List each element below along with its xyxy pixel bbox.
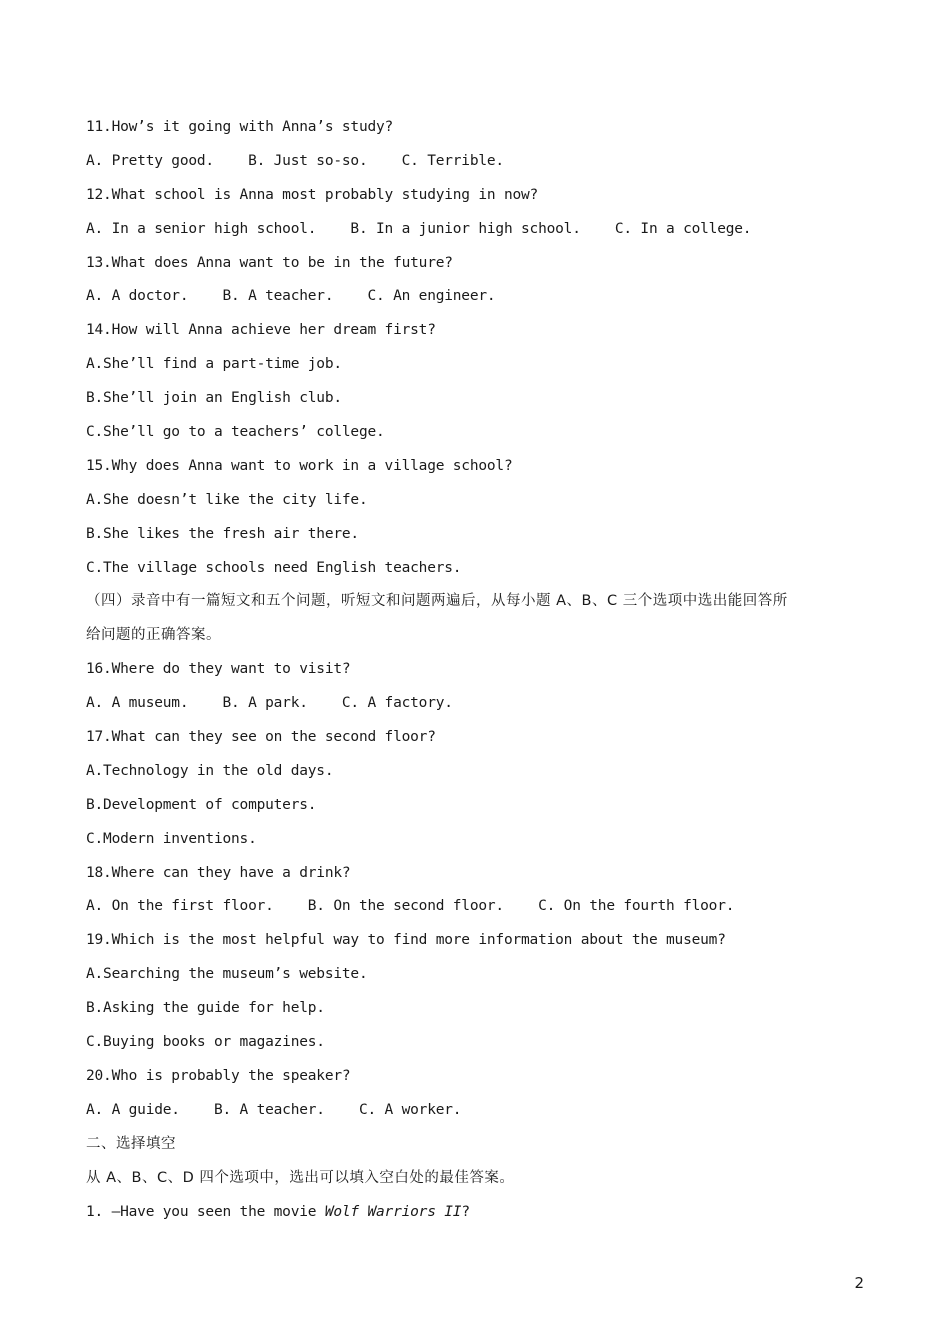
document-body [86,114,876,1232]
question-18: 18.Where can they have a drink? [86,864,351,881]
question-13: 13.What does Anna want to be in the future? [86,254,453,271]
question-15-option-a: A.She doesn’t like the city life. [86,491,368,508]
question-12-options: A. In a senior high school. B. In a junior high school. C. In a college. [86,220,752,237]
fill-question-1-suffix: ? [461,1203,470,1220]
section-2-instructions: 从 A、B、C、D 四个选项中，选出可以填入空白处的最佳答案。 [86,1169,515,1186]
question-19-option-c: C.Buying books or magazines. [86,1034,325,1051]
movie-title: Wolf Warriors II [324,1203,462,1220]
question-20: 20.Who is probably the speaker? [86,1067,351,1084]
question-15-option-c: C.The village schools need English teachers. [86,559,462,576]
question-15-option-b: B.She likes the fresh air there. [86,525,359,542]
question-14-option-a: A.She’ll find a part-time job. [86,356,342,373]
question-15: 15.Why does Anna want to work in a village school? [86,457,513,474]
question-19: 19.Which is the most helpful way to find more information about the museum? [86,932,726,949]
fill-question-1 [86,1199,876,1233]
question-20-options: A. A guide. B. A teacher. C. A worker. [86,1101,462,1118]
question-11: 11.How’s it going with Anna’s study? [86,119,394,135]
question-17-option-c: C.Modern inventions. [86,830,257,847]
fill-question-1-prefix: 1. —Have you seen the movie [86,1203,325,1220]
question-12: 12.What school is Anna most probably studying in now? [86,186,539,203]
page-number: 2 [854,1274,864,1292]
question-17-option-a: A.Technology in the old days. [86,762,334,779]
question-13-options: A. A doctor. B. A teacher. C. An engineer. [86,288,496,305]
question-14-option-b: B.She’ll join an English club. [86,390,342,407]
question-17-option-b: B.Development of computers. [86,796,317,813]
section-4-instructions: （四）录音中有一篇短文和五个问题，听短文和问题两遍后，从每小题 A、B、C 三个选项中选出能回答所 [86,593,788,610]
question-14-option-c: C.She’ll go to a teachers’ college. [86,424,385,441]
section-4-instructions-cont: 给问题的正确答案。 [86,627,221,644]
question-11-options: A. Pretty good. B. Just so-so. C. Terrible. [86,152,504,169]
question-18-options: A. On the first floor. B. On the second floor. C. On the fourth floor. [86,898,735,915]
question-17: 17.What can they see on the second floor? [86,729,436,746]
question-19-option-b: B.Asking the guide for help. [86,1000,325,1017]
question-16: 16.Where do they want to visit? [86,661,351,678]
question-19-option-a: A.Searching the museum’s website. [86,966,368,983]
question-14: 14.How will Anna achieve her dream first? [86,322,436,339]
section-2-heading: 二、选择填空 [86,1135,176,1152]
question-16-options: A. A museum. B. A park. C. A factory. [86,695,453,712]
